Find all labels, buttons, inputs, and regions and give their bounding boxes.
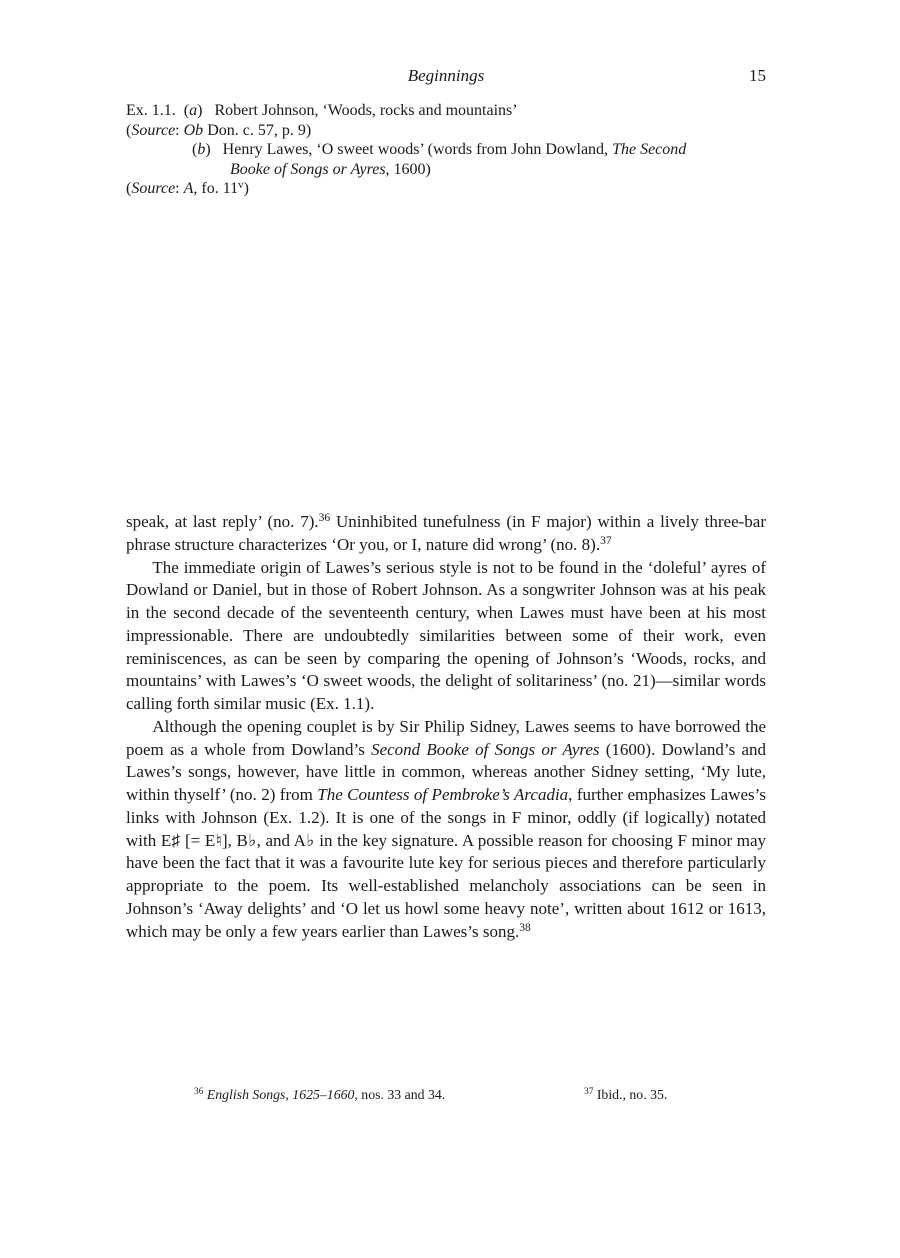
caption-line-ex-b-cont: Booke of Songs or Ayres, 1600) (230, 160, 431, 178)
paragraph-2: The immediate origin of Lawes’s serious style is not to be found in the ‘doleful’ ayres of Dowland or Daniel, but in those of Robert Johnson. As a songwriter Johnson was at his peak in the second decade of the seventeenth century, when Lawes must have been at his most impressionable. There are undoubtedly similarities between some of their work, even reminiscences, as can be seen by comparing the opening of Johnson’s ‘Woods, rocks, and mountains’ with Lawes’s ‘O sweet woods, the delight of solitariness’ (no. 21)—similar words calling forth similar music (Ex. 1.1). (126, 557, 766, 713)
footnotes (126, 1087, 766, 1111)
body-text (126, 511, 766, 943)
caption-line-ex-a: Ex. 1.1. (a) Robert Johnson, ‘Woods, rocks and mountains’ (126, 102, 518, 119)
example-caption (126, 101, 791, 199)
paragraph-1: speak, at last reply’ (no. 7).$^{36}$ Uninhibited tunefulness (in F major) within a lively three-bar phrase structure characterizes ‘Or you, or I, nature did wrong’ (no. 8).$^{37}$ (126, 511, 766, 554)
caption-line-source-b: (Source: A, fo. 11$^v$) (126, 178, 249, 197)
caption-line-source-a: (Source: Ob Don. c. 57, p. 9) (126, 121, 312, 139)
running-head (126, 66, 766, 90)
music-example-area (126, 200, 766, 505)
caption-line-ex-b: (b) Henry Lawes, ‘O sweet woods’ (words from John Dowland, The Second (192, 141, 687, 158)
footnote-37: $^{37}$ Ibid., no. 35. (584, 1087, 668, 1102)
footnote-36: $^{36}$ English Songs, 1625–1660, nos. 33 and 34. (194, 1087, 446, 1102)
running-head-title: Beginnings (407, 66, 485, 85)
page-number: 15 (749, 66, 766, 85)
paragraph-3: Although the opening couplet is by Sir Philip Sidney, Lawes seems to have borrowed the poem as a whole from Dowland’s Second Booke of Songs or Ayres (1600). Dowland’s and Lawes’s songs, however, have little in common, whereas another Sidney setting, ‘My lute, within thyself’ (no. 2) from The Countess of Pembroke’s Arcadia, further emphasizes Lawes’s links with Johnson (Ex. 1.2). It is one of the songs in F minor, oddly (if logically) notated with E♯ [= E♮], B♭, and A♭ in the key signature. A possible reason for choosing F minor may have been the fact that it was a favourite lute key for serious pieces and therefore particularly appropriate to the poem. Its well-established melancholy associations can be seen in Johnson’s ‘Away delights’ and ‘O let us howl some heavy note’, written about 1612 or 1613, which may be only a few years earlier than Lawes’s song.$^{38}$ (126, 716, 766, 941)
